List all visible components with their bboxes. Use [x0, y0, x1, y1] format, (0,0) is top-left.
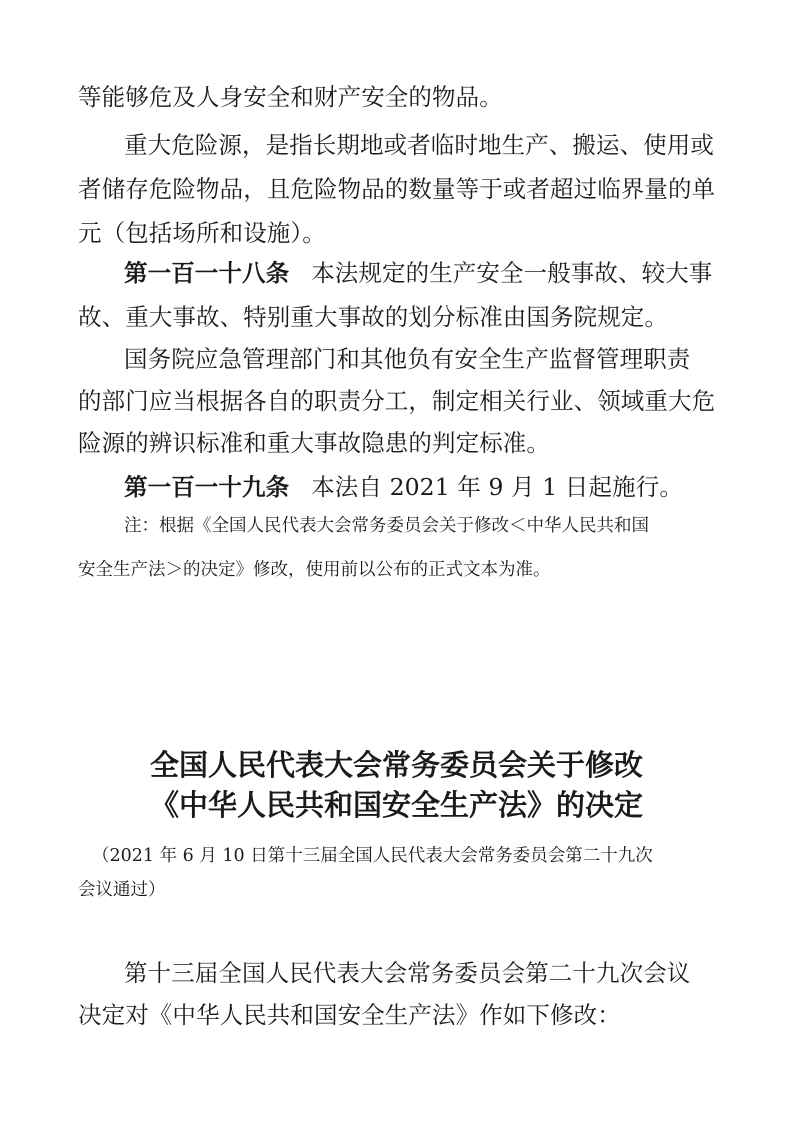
adoption-note: 会议通过） [78, 880, 166, 900]
article-118 [124, 258, 712, 288]
article-heading: 第一百一十八条 [124, 259, 290, 287]
article-text: 本法规定的生产安全一般事故、较大事 [311, 259, 713, 287]
decision-title: 全国人民代表大会常务委员会关于修改 [149, 748, 643, 782]
text-line: 等能够危及人身安全和财产安全的物品。 [78, 83, 503, 111]
text-line: 重大危险源，是指长期地或者临时地生产、搬运、使用或 [124, 131, 714, 159]
decision-body: 第十三届全国人民代表大会常务委员会第二十九次会议 [124, 959, 691, 987]
text-line: 故、重大事故、特别重大事故的划分标准由国务院规定。 [78, 303, 668, 331]
decision-body: 决定对《中华人民共和国安全生产法》作如下修改： [78, 1001, 621, 1029]
text-line: 国务院应急管理部门和其他负有安全生产监督管理职责 [124, 345, 691, 373]
article-text: 本法自 2021 年 9 月 1 日起施行。 [311, 473, 683, 501]
article-heading: 第一百一十九条 [124, 473, 290, 501]
note-line: 注：根据《全国人民代表大会常务委员会关于修改＜中华人民共和国 [124, 516, 649, 536]
text-line: 的部门应当根据各自的职责分工，制定相关行业、领域重大危 [78, 387, 716, 415]
note-line: 安全生产法＞的决定》修改，使用前以公布的正式文本为准。 [78, 560, 551, 580]
adoption-note: （2021 年 6 月 10 日第十三届全国人民代表大会常务委员会第二十九次 [92, 846, 653, 866]
decision-title: 《中华人民共和国安全生产法》的决定 [149, 788, 643, 822]
article-119 [124, 472, 683, 502]
text-line: 险源的辨识标准和重大事故隐患的判定标准。 [78, 429, 550, 457]
text-line: 者储存危险物品，且危险物品的数量等于或者超过临界量的单 [78, 175, 716, 203]
text-line: 元（包括场所和设施）。 [78, 219, 326, 247]
